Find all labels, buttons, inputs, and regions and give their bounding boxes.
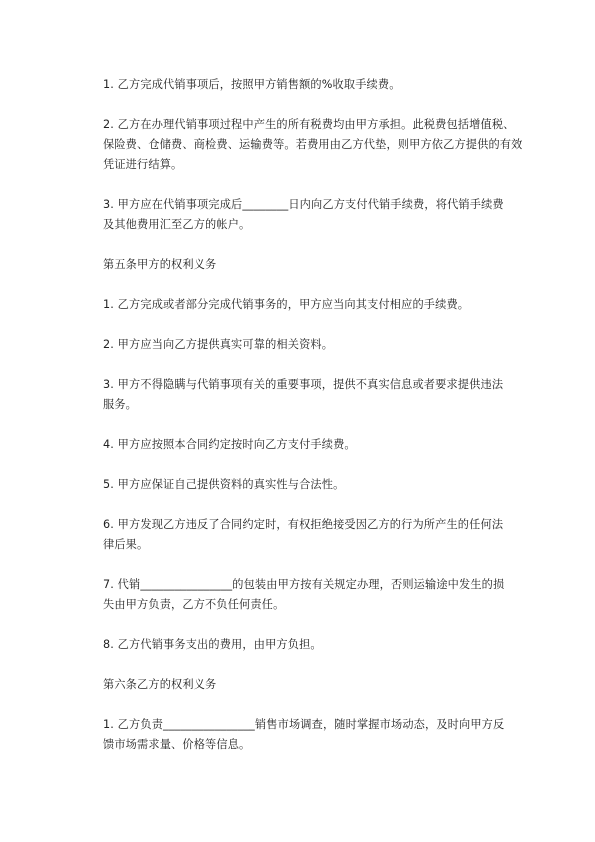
article-6-item-1	[103, 715, 543, 755]
article-5-item-2	[103, 335, 543, 355]
text-line: 7. 代销________________的包装由甲方按有关规定办理，否则运输途中发生的损	[103, 578, 505, 591]
article-5-item-6	[103, 515, 543, 555]
text-line: 3. 甲方应在代销事项完成后________日内向乙方支付代销手续费，将代销手续费	[103, 198, 504, 211]
text-line: 3. 甲方不得隐瞒与代销事项有关的重要事项，提供不真实信息或者要求提供违法	[103, 378, 504, 391]
text-line: 8. 乙方代销事务支出的费用，由甲方负担。	[103, 638, 322, 651]
text-line: 2. 乙方在办理代销事项过程中产生的所有税费均由甲方承担。此税费包括增值税、	[103, 118, 515, 131]
clause-fee-percentage	[103, 75, 543, 95]
text-line: 失由甲方负责，乙方不负任何责任。	[103, 598, 285, 611]
text-line: 1. 乙方完成代销事项后，按照甲方销售额的%收取手续费。	[103, 78, 401, 91]
text-line: 2. 甲方应当向乙方提供真实可靠的相关资料。	[103, 338, 334, 351]
article-5-item-7	[103, 575, 543, 615]
clause-taxes-borne-by-party-a	[103, 115, 543, 175]
text-line: 凭证进行结算。	[103, 158, 183, 171]
section-heading-article-5: 第五条甲方的权利义务	[103, 258, 217, 271]
text-line: 及其他费用汇至乙方的帐户。	[103, 218, 251, 231]
article-5-item-1	[103, 295, 543, 315]
text-line: 6. 甲方发现乙方违反了合同约定时，有权拒绝接受因乙方的行为所产生的任何法	[103, 518, 504, 531]
clause-payment-deadline	[103, 195, 543, 235]
text-line: 4. 甲方应按照本合同约定按时向乙方支付手续费。	[103, 438, 356, 451]
text-line: 保险费、仓储费、商检费、运输费等。若费用由乙方代垫，则甲方依乙方提供的有效	[103, 138, 523, 151]
article-5-item-5	[103, 475, 543, 495]
text-line: 律后果。	[103, 538, 149, 551]
text-line: 服务。	[103, 398, 138, 411]
article-5-item-4	[103, 435, 543, 455]
text-line: 1. 乙方完成或者部分完成代销事务的，甲方应当向其支付相应的手续费。	[103, 298, 470, 311]
text-line: 5. 甲方应保证自己提供资料的真实性与合法性。	[103, 478, 345, 491]
text-line: 1. 乙方负责________________销售市场调查，随时掌握市场动态，及时向甲方反	[103, 718, 505, 731]
text-line: 馈市场需求量、价格等信息。	[103, 738, 251, 751]
article-5-item-3	[103, 375, 543, 415]
article-5-item-8	[103, 635, 543, 655]
section-heading-article-6: 第六条乙方的权利义务	[103, 678, 217, 691]
